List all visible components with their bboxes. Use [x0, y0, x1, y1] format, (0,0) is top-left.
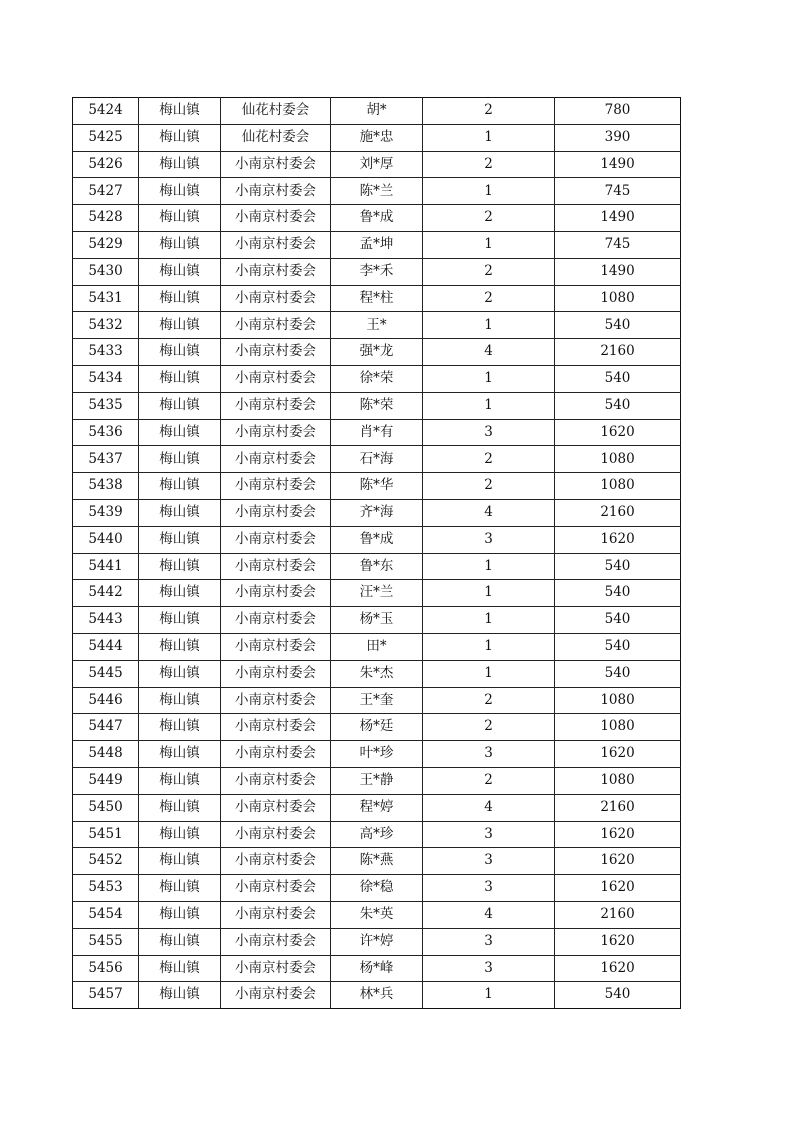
village-committee-cell: 小南京村委会	[221, 339, 331, 366]
table-row	[73, 178, 681, 205]
town-cell: 梅山镇	[139, 205, 221, 232]
village-committee-cell: 仙花村委会	[221, 98, 331, 125]
village-committee-cell: 小南京村委会	[221, 205, 331, 232]
village-committee-cell: 小南京村委会	[221, 178, 331, 205]
table-row	[73, 231, 681, 258]
village-committee-cell: 小南京村委会	[221, 848, 331, 875]
village-committee-cell: 小南京村委会	[221, 526, 331, 553]
amount-cell: 1620	[555, 741, 681, 768]
row-number-cell: 5441	[73, 553, 139, 580]
village-committee-cell: 小南京村委会	[221, 499, 331, 526]
town-cell: 梅山镇	[139, 339, 221, 366]
person-name-cell: 鲁*成	[331, 526, 423, 553]
town-cell: 梅山镇	[139, 928, 221, 955]
household-count-cell: 2	[423, 98, 555, 125]
row-number-cell: 5435	[73, 392, 139, 419]
row-number-cell: 5440	[73, 526, 139, 553]
household-count-cell: 1	[423, 231, 555, 258]
person-name-cell: 施*忠	[331, 124, 423, 151]
person-name-cell: 杨*玉	[331, 607, 423, 634]
town-cell: 梅山镇	[139, 446, 221, 473]
village-committee-cell: 小南京村委会	[221, 794, 331, 821]
person-name-cell: 汪*兰	[331, 580, 423, 607]
household-count-cell: 2	[423, 714, 555, 741]
table-row	[73, 339, 681, 366]
town-cell: 梅山镇	[139, 285, 221, 312]
row-number-cell: 5449	[73, 767, 139, 794]
amount-cell: 540	[555, 365, 681, 392]
table-row	[73, 258, 681, 285]
table-row	[73, 499, 681, 526]
row-number-cell: 5445	[73, 660, 139, 687]
row-number-cell: 5430	[73, 258, 139, 285]
person-name-cell: 高*珍	[331, 821, 423, 848]
household-count-cell: 2	[423, 767, 555, 794]
household-count-cell: 2	[423, 687, 555, 714]
row-number-cell: 5454	[73, 901, 139, 928]
table-row	[73, 714, 681, 741]
row-number-cell: 5443	[73, 607, 139, 634]
town-cell: 梅山镇	[139, 901, 221, 928]
household-count-cell: 3	[423, 419, 555, 446]
amount-cell: 1080	[555, 767, 681, 794]
amount-cell: 540	[555, 312, 681, 339]
household-count-cell: 2	[423, 473, 555, 500]
table-row	[73, 687, 681, 714]
amount-cell: 1620	[555, 875, 681, 902]
table-row	[73, 392, 681, 419]
amount-cell: 1620	[555, 821, 681, 848]
amount-cell: 745	[555, 178, 681, 205]
village-committee-cell: 小南京村委会	[221, 633, 331, 660]
village-committee-cell: 小南京村委会	[221, 982, 331, 1009]
amount-cell: 1080	[555, 285, 681, 312]
person-name-cell: 徐*稳	[331, 875, 423, 902]
amount-cell: 540	[555, 607, 681, 634]
household-count-cell: 3	[423, 821, 555, 848]
household-count-cell: 1	[423, 178, 555, 205]
village-committee-cell: 小南京村委会	[221, 901, 331, 928]
row-number-cell: 5434	[73, 365, 139, 392]
household-count-cell: 1	[423, 633, 555, 660]
person-name-cell: 陈*华	[331, 473, 423, 500]
town-cell: 梅山镇	[139, 607, 221, 634]
row-number-cell: 5444	[73, 633, 139, 660]
town-cell: 梅山镇	[139, 151, 221, 178]
table-row	[73, 580, 681, 607]
person-name-cell: 程*婷	[331, 794, 423, 821]
person-name-cell: 陈*兰	[331, 178, 423, 205]
town-cell: 梅山镇	[139, 660, 221, 687]
village-committee-cell: 小南京村委会	[221, 285, 331, 312]
person-name-cell: 林*兵	[331, 982, 423, 1009]
household-count-cell: 2	[423, 285, 555, 312]
village-committee-cell: 小南京村委会	[221, 955, 331, 982]
row-number-cell: 5439	[73, 499, 139, 526]
amount-cell: 780	[555, 98, 681, 125]
person-name-cell: 王*奎	[331, 687, 423, 714]
amount-cell: 1490	[555, 258, 681, 285]
village-committee-cell: 小南京村委会	[221, 875, 331, 902]
household-count-cell: 1	[423, 392, 555, 419]
village-committee-cell: 小南京村委会	[221, 446, 331, 473]
table-row	[73, 794, 681, 821]
document-page	[72, 97, 681, 1009]
town-cell: 梅山镇	[139, 955, 221, 982]
town-cell: 梅山镇	[139, 98, 221, 125]
town-cell: 梅山镇	[139, 848, 221, 875]
row-number-cell: 5429	[73, 231, 139, 258]
table-row	[73, 526, 681, 553]
village-committee-cell: 小南京村委会	[221, 821, 331, 848]
amount-cell: 1080	[555, 473, 681, 500]
household-count-cell: 1	[423, 982, 555, 1009]
row-number-cell: 5447	[73, 714, 139, 741]
table-row	[73, 901, 681, 928]
table-row	[73, 312, 681, 339]
town-cell: 梅山镇	[139, 982, 221, 1009]
row-number-cell: 5427	[73, 178, 139, 205]
town-cell: 梅山镇	[139, 821, 221, 848]
amount-cell: 2160	[555, 339, 681, 366]
row-number-cell: 5428	[73, 205, 139, 232]
table-row	[73, 365, 681, 392]
table-row	[73, 660, 681, 687]
person-name-cell: 王*静	[331, 767, 423, 794]
person-name-cell: 鲁*东	[331, 553, 423, 580]
table-row	[73, 848, 681, 875]
household-count-cell: 2	[423, 151, 555, 178]
town-cell: 梅山镇	[139, 741, 221, 768]
town-cell: 梅山镇	[139, 499, 221, 526]
household-count-cell: 1	[423, 607, 555, 634]
amount-cell: 2160	[555, 499, 681, 526]
household-count-cell: 1	[423, 312, 555, 339]
amount-cell: 540	[555, 553, 681, 580]
amount-cell: 1620	[555, 848, 681, 875]
household-count-cell: 3	[423, 848, 555, 875]
village-committee-cell: 小南京村委会	[221, 231, 331, 258]
village-committee-cell: 小南京村委会	[221, 473, 331, 500]
amount-cell: 540	[555, 633, 681, 660]
row-number-cell: 5437	[73, 446, 139, 473]
village-committee-cell: 小南京村委会	[221, 151, 331, 178]
person-name-cell: 陈*荣	[331, 392, 423, 419]
person-name-cell: 朱*杰	[331, 660, 423, 687]
row-number-cell: 5433	[73, 339, 139, 366]
table-row	[73, 633, 681, 660]
amount-cell: 1080	[555, 714, 681, 741]
amount-cell: 2160	[555, 901, 681, 928]
town-cell: 梅山镇	[139, 633, 221, 660]
household-count-cell: 4	[423, 339, 555, 366]
town-cell: 梅山镇	[139, 714, 221, 741]
household-count-cell: 1	[423, 124, 555, 151]
row-number-cell: 5436	[73, 419, 139, 446]
person-name-cell: 许*婷	[331, 928, 423, 955]
amount-cell: 1080	[555, 446, 681, 473]
town-cell: 梅山镇	[139, 526, 221, 553]
household-count-cell: 1	[423, 553, 555, 580]
household-count-cell: 1	[423, 580, 555, 607]
amount-cell: 540	[555, 982, 681, 1009]
person-name-cell: 陈*燕	[331, 848, 423, 875]
table-row	[73, 607, 681, 634]
row-number-cell: 5456	[73, 955, 139, 982]
table-row	[73, 446, 681, 473]
row-number-cell: 5455	[73, 928, 139, 955]
row-number-cell: 5457	[73, 982, 139, 1009]
person-name-cell: 孟*坤	[331, 231, 423, 258]
town-cell: 梅山镇	[139, 419, 221, 446]
row-number-cell: 5432	[73, 312, 139, 339]
village-committee-cell: 小南京村委会	[221, 928, 331, 955]
amount-cell: 1620	[555, 955, 681, 982]
roster-table-body	[73, 98, 681, 1009]
person-name-cell: 王*	[331, 312, 423, 339]
town-cell: 梅山镇	[139, 231, 221, 258]
town-cell: 梅山镇	[139, 258, 221, 285]
village-committee-cell: 小南京村委会	[221, 419, 331, 446]
table-row	[73, 982, 681, 1009]
person-name-cell: 徐*荣	[331, 365, 423, 392]
household-count-cell: 3	[423, 741, 555, 768]
person-name-cell: 田*	[331, 633, 423, 660]
table-row	[73, 98, 681, 125]
town-cell: 梅山镇	[139, 875, 221, 902]
person-name-cell: 齐*海	[331, 499, 423, 526]
person-name-cell: 鲁*成	[331, 205, 423, 232]
amount-cell: 1080	[555, 687, 681, 714]
town-cell: 梅山镇	[139, 124, 221, 151]
village-committee-cell: 小南京村委会	[221, 365, 331, 392]
table-row	[73, 875, 681, 902]
town-cell: 梅山镇	[139, 767, 221, 794]
row-number-cell: 5453	[73, 875, 139, 902]
village-committee-cell: 小南京村委会	[221, 392, 331, 419]
household-count-cell: 3	[423, 875, 555, 902]
town-cell: 梅山镇	[139, 178, 221, 205]
person-name-cell: 石*海	[331, 446, 423, 473]
person-name-cell: 叶*珍	[331, 741, 423, 768]
table-row	[73, 821, 681, 848]
household-count-cell: 2	[423, 258, 555, 285]
town-cell: 梅山镇	[139, 312, 221, 339]
row-number-cell: 5442	[73, 580, 139, 607]
amount-cell: 540	[555, 660, 681, 687]
household-count-cell: 3	[423, 526, 555, 553]
village-committee-cell: 小南京村委会	[221, 258, 331, 285]
amount-cell: 540	[555, 392, 681, 419]
row-number-cell: 5446	[73, 687, 139, 714]
person-name-cell: 朱*英	[331, 901, 423, 928]
row-number-cell: 5431	[73, 285, 139, 312]
row-number-cell: 5450	[73, 794, 139, 821]
household-count-cell: 1	[423, 365, 555, 392]
table-row	[73, 955, 681, 982]
town-cell: 梅山镇	[139, 473, 221, 500]
amount-cell: 540	[555, 580, 681, 607]
table-row	[73, 419, 681, 446]
town-cell: 梅山镇	[139, 687, 221, 714]
amount-cell: 1490	[555, 205, 681, 232]
amount-cell: 1620	[555, 928, 681, 955]
row-number-cell: 5426	[73, 151, 139, 178]
town-cell: 梅山镇	[139, 794, 221, 821]
table-row	[73, 124, 681, 151]
household-count-cell: 4	[423, 901, 555, 928]
table-row	[73, 741, 681, 768]
person-name-cell: 肖*有	[331, 419, 423, 446]
village-committee-cell: 小南京村委会	[221, 312, 331, 339]
village-committee-cell: 小南京村委会	[221, 580, 331, 607]
village-committee-cell: 小南京村委会	[221, 714, 331, 741]
table-row	[73, 553, 681, 580]
amount-cell: 2160	[555, 794, 681, 821]
table-row	[73, 928, 681, 955]
person-name-cell: 李*禾	[331, 258, 423, 285]
amount-cell: 745	[555, 231, 681, 258]
table-row	[73, 205, 681, 232]
row-number-cell: 5425	[73, 124, 139, 151]
household-count-cell: 2	[423, 446, 555, 473]
village-committee-cell: 小南京村委会	[221, 553, 331, 580]
village-committee-cell: 小南京村委会	[221, 741, 331, 768]
household-count-cell: 2	[423, 205, 555, 232]
household-count-cell: 1	[423, 660, 555, 687]
village-committee-cell: 小南京村委会	[221, 687, 331, 714]
person-name-cell: 刘*厚	[331, 151, 423, 178]
amount-cell: 1620	[555, 526, 681, 553]
village-committee-cell: 小南京村委会	[221, 607, 331, 634]
row-number-cell: 5438	[73, 473, 139, 500]
person-name-cell: 强*龙	[331, 339, 423, 366]
household-count-cell: 4	[423, 794, 555, 821]
village-committee-cell: 小南京村委会	[221, 660, 331, 687]
town-cell: 梅山镇	[139, 365, 221, 392]
village-committee-cell: 小南京村委会	[221, 767, 331, 794]
town-cell: 梅山镇	[139, 392, 221, 419]
village-committee-cell: 仙花村委会	[221, 124, 331, 151]
row-number-cell: 5451	[73, 821, 139, 848]
table-row	[73, 285, 681, 312]
table-row	[73, 473, 681, 500]
table-row	[73, 151, 681, 178]
roster-table	[72, 97, 681, 1009]
person-name-cell: 杨*廷	[331, 714, 423, 741]
table-row	[73, 767, 681, 794]
row-number-cell: 5448	[73, 741, 139, 768]
amount-cell: 1490	[555, 151, 681, 178]
amount-cell: 390	[555, 124, 681, 151]
town-cell: 梅山镇	[139, 580, 221, 607]
amount-cell: 1620	[555, 419, 681, 446]
household-count-cell: 3	[423, 955, 555, 982]
person-name-cell: 胡*	[331, 98, 423, 125]
household-count-cell: 3	[423, 928, 555, 955]
row-number-cell: 5424	[73, 98, 139, 125]
household-count-cell: 4	[423, 499, 555, 526]
person-name-cell: 杨*峰	[331, 955, 423, 982]
row-number-cell: 5452	[73, 848, 139, 875]
person-name-cell: 程*柱	[331, 285, 423, 312]
town-cell: 梅山镇	[139, 553, 221, 580]
